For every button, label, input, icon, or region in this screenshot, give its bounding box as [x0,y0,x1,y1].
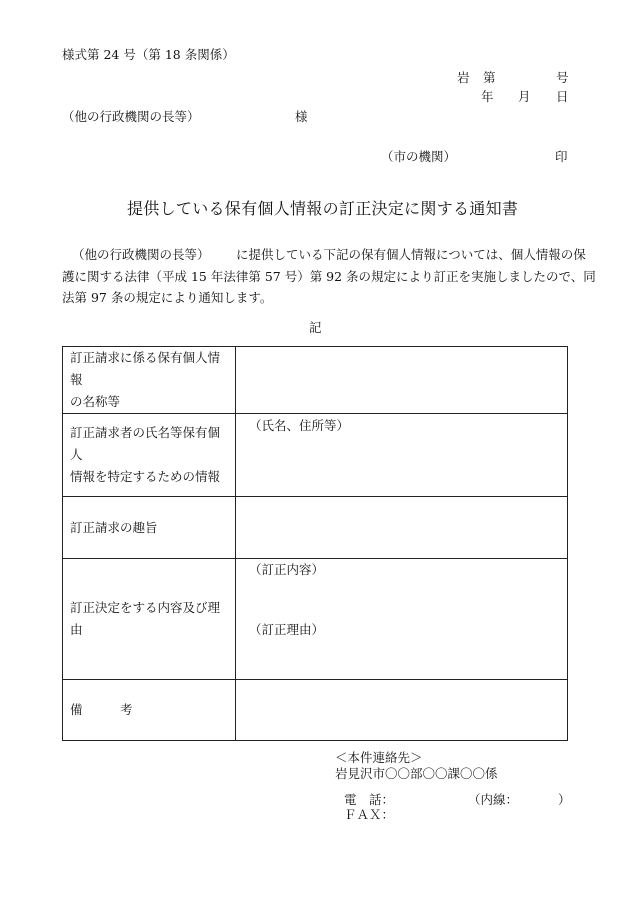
contact-heading: ＜本件連絡先＞ [335,750,423,765]
value-cell[interactable] [236,680,568,741]
info-table [62,346,568,741]
date-month: 月 [518,89,531,104]
sender-seal: 印 [555,149,568,164]
body-line1-part2: に提供している下記の保有個人情報については、個人情報の保 [236,247,586,262]
doc-number-prefix: 岩 [457,70,470,85]
doc-number-go: 号 [556,70,569,85]
date-year: 年 [481,89,494,104]
row1-label-line2: の名称等 [70,394,121,409]
contact-extension-label: （内線： [468,792,519,807]
body-line1-part1: （他の行政機関の長等） [72,247,210,262]
value-cell[interactable] [236,347,568,414]
document-title: 提供している保有個人情報の訂正決定に関する通知書 [127,199,519,218]
doc-number-dai: 第 [483,70,496,85]
table-row [63,347,568,414]
contact-phone-label: 電 話： [344,792,395,807]
ki-heading: 記 [309,320,322,335]
date-day: 日 [556,89,569,104]
row4-note-reason: （訂正理由） [249,622,325,637]
value-cell[interactable] [236,414,568,497]
label-cell [63,347,236,414]
label-cell [63,497,236,559]
table-row [63,414,568,497]
row4-note-content: （訂正内容） [249,562,325,577]
contact-department: 岩見沢市〇〇部〇〇課〇〇係 [335,766,498,781]
value-cell[interactable] [236,497,568,559]
row2-label-line2: 情報を特定するための情報 [70,469,221,484]
form-number: 様式第 24 号（第 18 条関係） [62,47,235,62]
table-row [63,559,568,680]
label-cell [63,414,236,497]
row4-label: 訂正決定をする内容及び理由 [70,600,221,637]
value-cell[interactable] [236,559,568,680]
row5-label: 備 考 [70,702,133,717]
row2-label-line1: 訂正請求者の氏名等保有個人 [70,425,221,462]
addressee-honorific: 様 [295,109,308,124]
contact-fax-label: ＦＡＸ： [344,807,395,822]
table-row [63,680,568,741]
row3-label: 訂正請求の趣旨 [70,519,158,535]
table-row [63,497,568,559]
row1-label-line1: 訂正請求に係る保有個人情報 [70,350,221,387]
contact-extension-close: ） [558,792,571,807]
body-line3: 法第 97 条の規定により通知します。 [62,290,273,305]
label-cell [63,559,236,680]
row2-note: （氏名、住所等） [249,418,350,433]
body-line2: 護に関する法律（平成 15 年法律第 57 号）第 92 条の規定により訂正を実施しましたので、同 [62,269,596,284]
label-cell [63,680,236,741]
sender-name: （市の機関） [381,149,457,164]
addressee-name: （他の行政機関の長等） [62,109,200,124]
